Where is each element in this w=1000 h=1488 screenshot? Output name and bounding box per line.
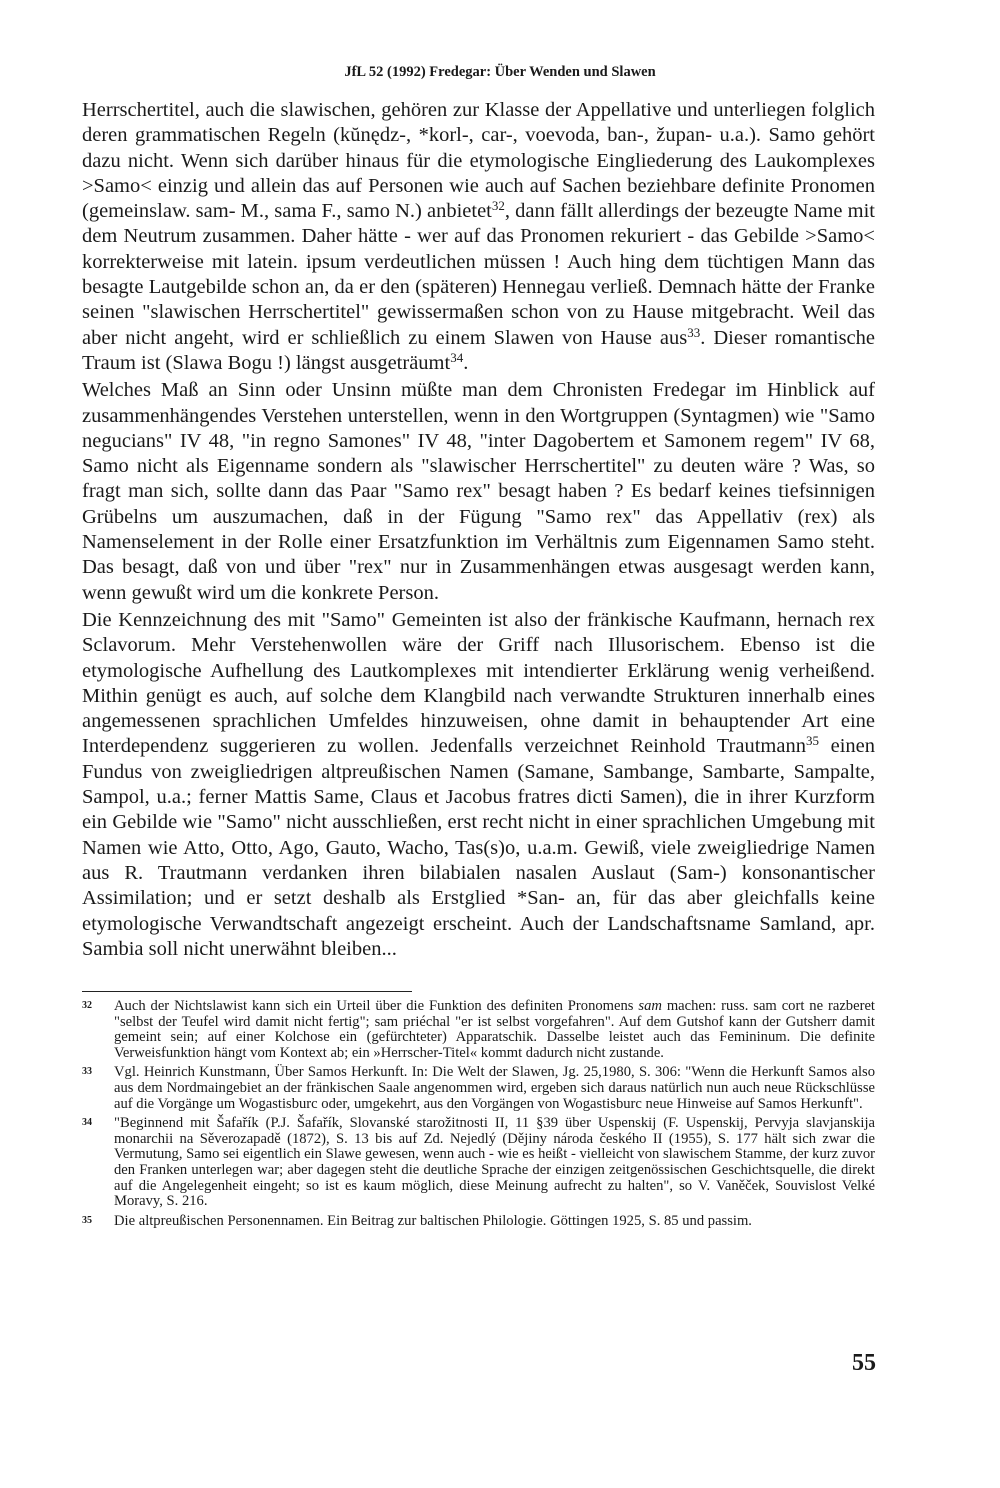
paragraph-2: Welches Maß an Sinn oder Unsinn müßte man dem Chronisten Fredegar im Hinblick auf zusammenhängendes Verstehen unterstellen, wenn in den Wortgruppen (Syntagmen) wie "Samo negucians" IV 48, "in regno Samones" IV 48, "inter Dagobertem et Samonem regem" IV 68, Samo nicht als Eigenname sondern als "slawischer Herrschertitel" zu deuten wäre ? Was, so fragt man sich, sollte dann das Paar "Samo rex" besagt haben ? Es bedarf keines tiefsinnigen Grübelns um auszumachen, daß in der Fügung "Samo rex" das Appellativ (rex) als Namenselement in der Rolle einer Ersatzfunktion im Verhältnis zum Eigennamen Samo steht. Das besagt, daß von und über "rex" nur in Zusammenhängen etwas ausgesagt werden kann, wenn gewußt wird um die konkrete Person.	[82, 379, 875, 604]
footnote-number: 32	[82, 1000, 92, 1011]
footnote-ref-32[interactable]: 32	[491, 198, 505, 214]
footnote-ref-35[interactable]: 35	[805, 733, 819, 749]
footnote-separator	[82, 991, 412, 992]
footnote-text: Vgl. Heinrich Kunstmann, Über Samos Herkunft. In: Die Welt der Slawen, Jg. 25,1980, S. 306: "Wenn die Herkunft Samos also aus dem Nordmaingebiet an der fränkischen Saale angenommen wird, ergeben sich daraus natürlich nun auch neue Rückschlüsse auf die Vorgänge um Wogastisburc oder, umgekehrt, aus den Vorgängen von Wogastisburc neue Hinweise auf Samos Herkunft".	[114, 1064, 875, 1112]
footnote-33	[82, 1065, 875, 1112]
footnote-text: Die altpreußischen Personennamen. Ein Beitrag zur baltischen Philologie. Göttingen 1925, S. 85 und passim.	[114, 1212, 752, 1229]
running-header: JfL 52 (1992) Fredegar: Über Wenden und Slawen	[344, 64, 656, 80]
footnote-ref-34[interactable]: 34	[450, 349, 464, 365]
footnote-35	[82, 1214, 875, 1230]
footnotes	[82, 999, 875, 1233]
footnote-number: 33	[82, 1066, 92, 1078]
footnote-ref-33[interactable]: 33	[687, 324, 701, 340]
footnote-number: 35	[82, 1214, 92, 1226]
footnote-number: 34	[82, 1117, 92, 1129]
footnote-32	[82, 999, 875, 1061]
footnote-34	[82, 1116, 875, 1210]
paragraph-1: Herrschertitel, auch die slawischen, gehören zur Klasse der Appellative und unterliegen folglich deren grammatischen Regeln (kŭnędz-, *korl-, car-, voevoda, ban-, župan- u.a.). Samo gehört dazu nicht. Wenn sich darüber hinaus für die etymologische Eingliederung des Laukomplexes >Samo< einzig und allein das auf Personen wie auch auf Sachen beziehbare definite Pronomen (gemeinslaw. sam- M., sama F., samo N.) anbietet$^{32}$, dann fällt allerdings der bezeugte Name mit dem Neutrum zusammen. Daher hätte - wer auf das Pronomen rekuriert - das Gebilde >Samo< korrekterweise mit latein. ipsum verdeutlichen müssen ! Auch hing dem tüchtigen Mann das besagte Lautgebilde schon an, da er den (späteren) Hennegau verließ. Demnach hätte der Franke seinen "slawischen Herrschertitel" gewissermaßen schon von zu Hause mitgebracht. Weil das aber nicht angeht, wird er schließlich zu einem Slawen von Hause aus$^{33}$. Dieser romantische Traum ist (Slawa Bogu !) längst ausgeträumt$^{34}$.	[82, 99, 875, 374]
footnote-text: Auch der Nichtslawist kann sich ein Urteil über die Funktion des definiten Pronomens sam machen: russ. sam cort ne razberet "selbst der Teufel wird damit nicht fertig"; sam priéchal "er ist selbst vorgefahren". Auf dem Gutshof kann der Gutsherr damit gemeint sein; auf einer Kolchose ein (gefürchteter) Apparatschik. Dasselbe leistet auch das Femininum. Die definite Verweisfunktion hängt vom Kontext ab; ein »Herrscher-Titel« kommt dadurch nicht zustande.	[114, 998, 875, 1061]
page-number: 55	[852, 1350, 876, 1376]
paragraph-3: Die Kennzeichnung des mit "Samo" Gemeinten ist also der fränkische Kaufmann, hernach rex Sclavorum. Mehr Verstehenwollen wäre der Griff nach Illusorischem. Ebenso ist die etymologische Aufhellung des Lautkomplexes mit intendierter Erklärung wenig verheißend. Mithin genügt es auch, auf solche dem Klangbild nach verwandte Strukturen innerhalb eines angemessenen sprachlichen Umfeldes hinzuweisen, ohne damit in behauptender Art eine Interdependenz suggerieren zu wollen. Jedenfalls verzeichnet Reinhold Trautmann$^{35}$ einen Fundus von zweigliedrigen altpreußischen Namen (Samane, Sambange, Sambarte, Sampalte, Sampol, u.a.; ferner Mattis Same, Claus et Jacobus fratres dicti Samen), die in ihrer Kurzform ein Gebilde wie "Samo" nicht ausschließen, erst recht nicht in einer sprachlichen Umgebung mit Namen wie Atto, Otto, Ago, Gauto, Wacho, Tas(s)o, u.a.m. Gewiß, viele zweigliedrige Namen aus R. Trautmann verdanken ihren bilabialen nasalen Auslaut (Sam-) konsonantischer Assimilation; und er setzt deshalb als Erstglied *San- an, für das aber gleichfalls keine etymologische Verwandtschaft angezeigt erscheint. Auch der Landschaftsname Samland, apr. Sambia soll nicht unerwähnt bleiben...	[82, 608, 875, 960]
footnote-text: "Beginnend mit Šafařík (P.J. Šafařík, Slovanské starožitnosti II, 11 §39 über Uspenskij (F. Uspenskij, Pervyja slavjanskija monarchii na Sěverozapadě (1872), S. 13 bis auf Zd. Nejedlý (Dějiny národa českého II (1955), S. 177 hält sich zwar die Vermutung, Samo sei eigentlich ein Slawe gewesen, wenn auch - wie es heißt - vielleicht von slawischem Stamme, der kurz zuvor den Franken unterlegen war; aber dagegen steht die deutliche Sprache der einzigen zeitgenössischen Geschichtsquelle, die direkt auf die Angelegenheit eingeht; so ist es kaum möglich, diese Meinung aufrecht zu halten", so V. Vaněček, Souvislost Velké Moravy, S. 216.	[114, 1115, 875, 1210]
main-text	[82, 98, 875, 962]
